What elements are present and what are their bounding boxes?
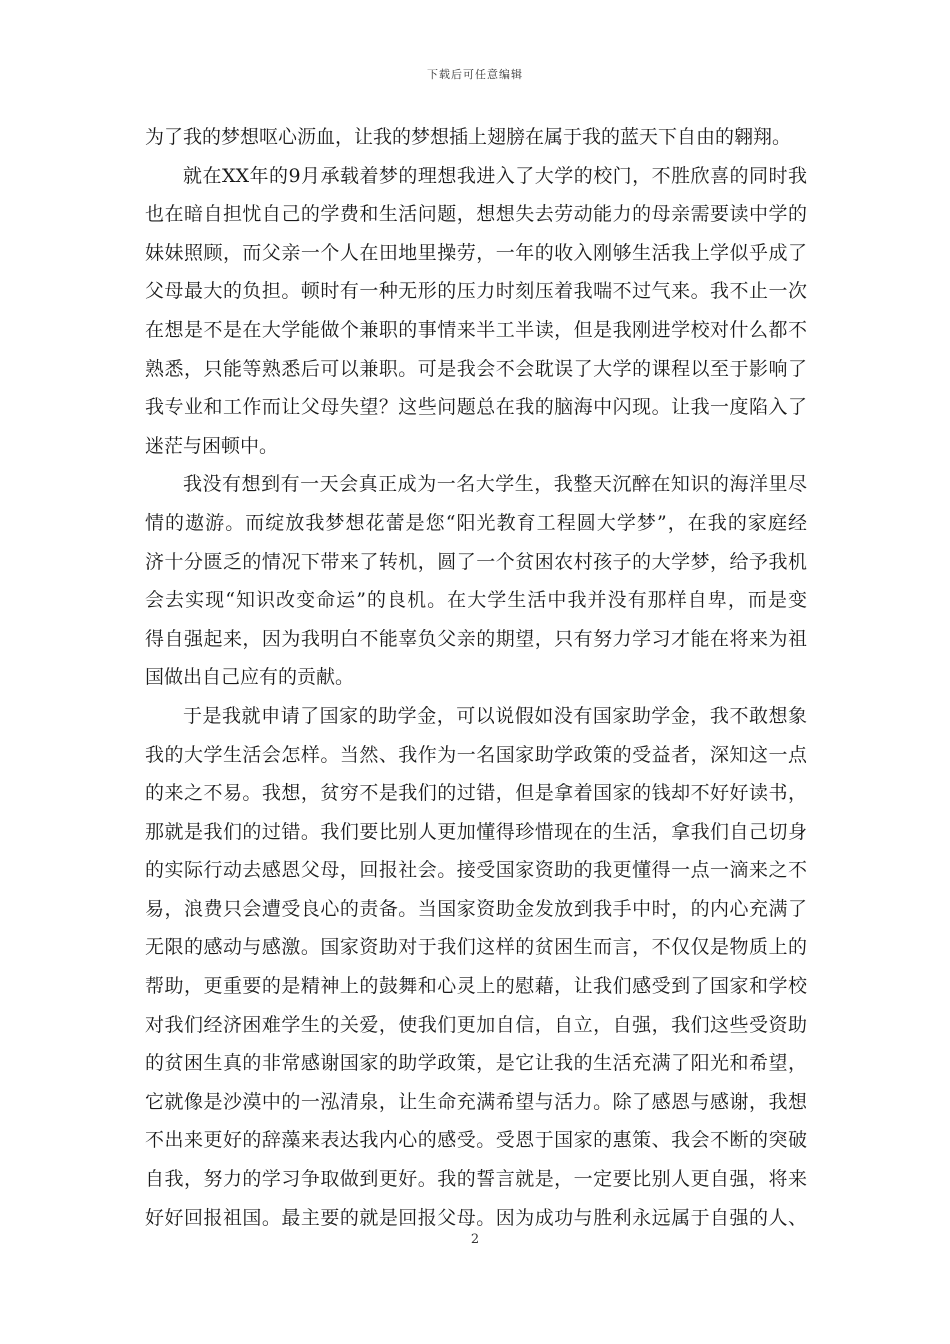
text-line: 帮助，更重要的是精神上的鼓舞和心灵上的慰藉，让我们感受到了国家和学校 <box>145 975 807 998</box>
text-line: 好好回报祖国。最主要的就是回报父母。因为成功与胜利永远属于自强的人、 <box>145 1206 807 1229</box>
text-line: 济十分匮乏的情况下带来了转机，圆了一个贫困农村孩子的大学梦，给予我机 <box>145 550 807 573</box>
text-line: 的贫困生真的非常感谢国家的助学政策，是它让我的生活充满了阳光和希望， <box>145 1052 807 1075</box>
text-line: 它就像是沙漠中的一泓清泉，让生命充满希望与活力。除了感恩与感谢，我想 <box>145 1090 807 1113</box>
text-line: 妹妹照顾，而父亲一个人在田地里操劳，一年的收入刚够生活我上学似乎成了 <box>145 241 807 264</box>
text-line: 于是我就申请了国家的助学金，可以说假如没有国家助学金，我不敢想象 <box>183 704 807 727</box>
text-line: 熟悉，只能等熟悉后可以兼职。可是我会不会耽误了大学的课程以至于影响了 <box>145 357 807 380</box>
text-line: 父母最大的负担。顿时有一种无形的压力时刻压着我喘不过气来。我不止一次 <box>145 280 807 303</box>
text-line: 那就是我们的过错。我们要比别人更加懂得珍惜现在的生活，拿我们自己切身 <box>145 820 807 843</box>
text-line: 我没有想到有一天会真正成为一名大学生，我整天沉醉在知识的海洋里尽 <box>183 473 807 496</box>
text-line: 的来之不易。我想，贫穷不是我们的过错，但是拿着国家的钱却不好好读书， <box>145 782 807 805</box>
text-line: 无限的感动与感激。国家资助对于我们这样的贫困生而言，不仅仅是物质上的 <box>145 936 807 959</box>
document-body <box>145 118 807 1237</box>
text-line: 的实际行动去感恩父母，回报社会。接受国家资助的我更懂得一点一滴来之不 <box>145 859 807 882</box>
text-line: 不出来更好的辞藻来表达我内心的感受。受恩于国家的惠策、我会不断的突破 <box>145 1129 807 1152</box>
text-line: 我专业和工作而让父母失望？这些问题总在我的脑海中闪现。让我一度陷入了 <box>145 396 807 419</box>
text-line: 就在XX年的9月承载着梦的理想我进入了大学的校门，不胜欣喜的同时我 <box>183 164 807 187</box>
text-line: 易，浪费只会遭受良心的责备。当国家资助金发放到我手中时，的内心充满了 <box>145 897 807 920</box>
text-line: 也在暗自担忧自己的学费和生活问题，想想失去劳动能力的母亲需要读中学的 <box>145 203 807 226</box>
text-line: 国做出自己应有的贡献。 <box>145 666 355 689</box>
text-line: 为了我的梦想呕心沥血，让我的梦想插上翅膀在属于我的蓝天下自由的翱翔。 <box>145 126 792 148</box>
text-line: 情的遨游。而绽放我梦想花蕾是您“阳光教育工程圆大学梦”，在我的家庭经 <box>145 511 807 534</box>
text-line: 在想是不是在大学能做个兼职的事情来半工半读，但是我刚进学校对什么都不 <box>145 318 807 341</box>
text-line: 我的大学生活会怎样。当然、我作为一名国家助学政策的受益者，深知这一点 <box>145 743 807 766</box>
text-line: 得自强起来，因为我明白不能辜负父亲的期望，只有努力学习才能在将来为祖 <box>145 627 807 650</box>
text-line: 迷茫与困顿中。 <box>145 434 279 457</box>
page-header: 下载后可任意编辑 <box>427 68 523 81</box>
text-line: 自我，努力的学习争取做到更好。我的誓言就是，一定要比别人更自强，将来 <box>145 1168 807 1191</box>
page-number: 2 <box>470 1232 480 1247</box>
text-line: 对我们经济困难学生的关爱，使我们更加自信，自立，自强，我们这些受资助 <box>145 1013 807 1036</box>
text-line: 会去实现“知识改变命运”的良机。在大学生活中我并没有那样自卑，而是变 <box>145 589 807 612</box>
